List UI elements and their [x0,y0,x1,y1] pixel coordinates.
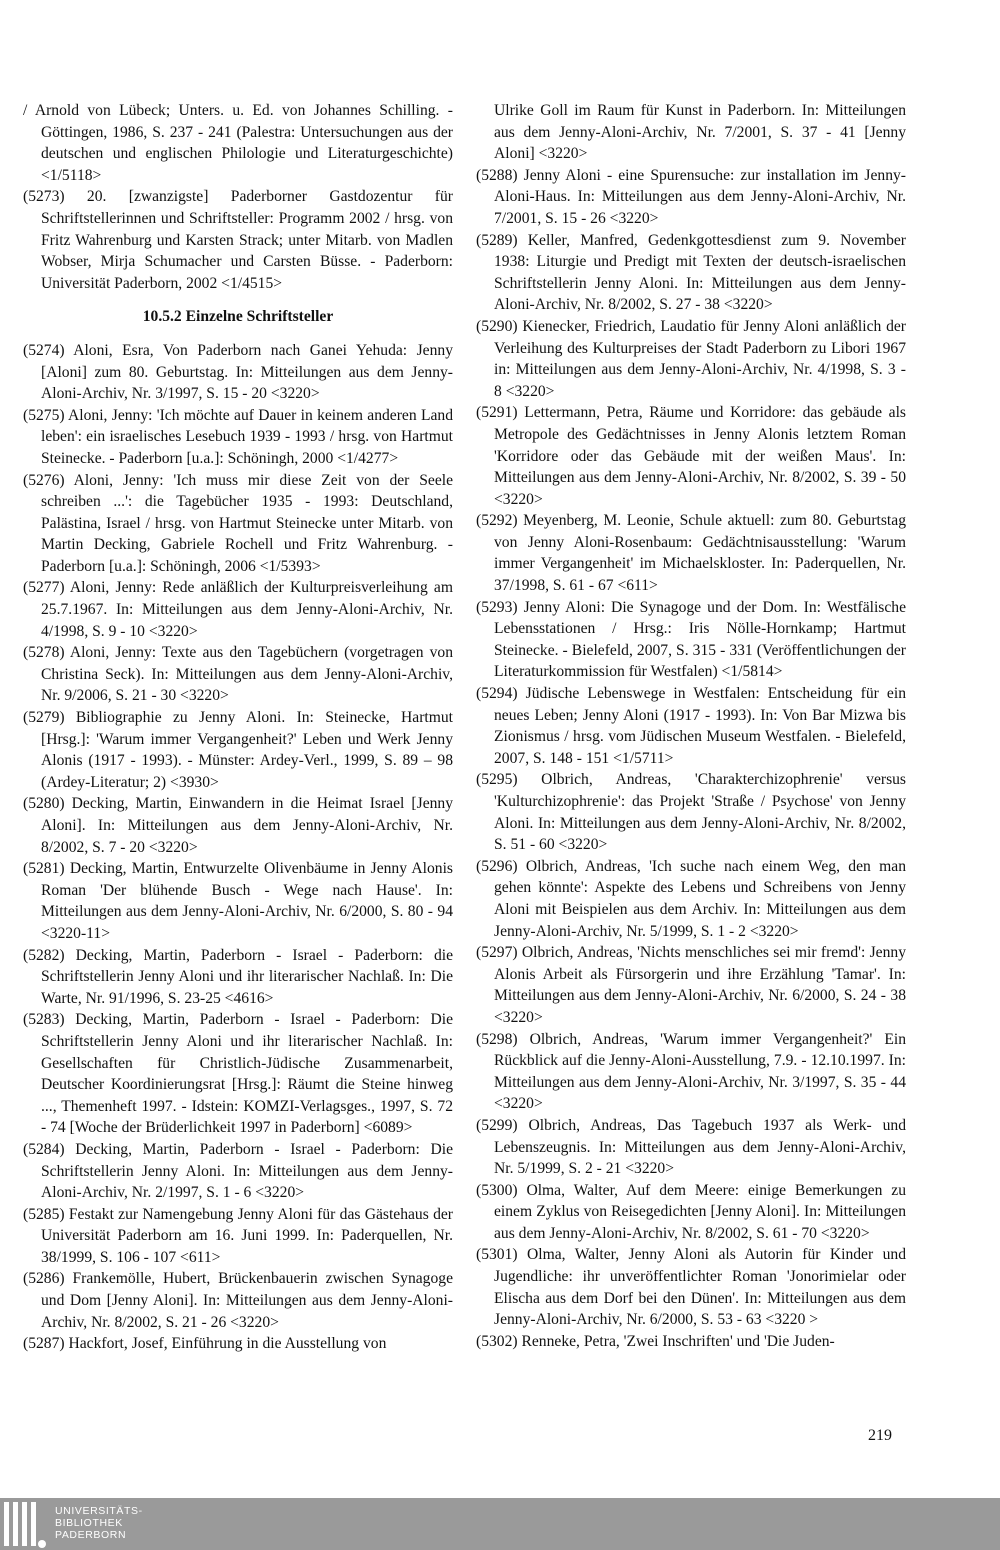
entry-text: Festakt zur Namengebung Jenny Aloni für das Gästehaus der Universität Paderborn am 16. Juni 1999. In: Paderquellen, Nr. 38/1999, S. 106 - 107 <611> [41,1205,453,1266]
bibliography-entry [23,405,453,470]
bibliography-entry [23,1333,453,1355]
entry-text: Aloni, Esra, Von Paderborn nach Ganei Yehuda: Jenny [Aloni] zum 80. Geburtstag. In: Mitteilungen aus dem Jenny-Aloni-Archiv, Nr. 3/1997, S. 15 - 20 <3220> [41,341,453,403]
bibliography-entry [23,945,453,1010]
library-logo-text [55,1505,143,1541]
bibliography-entry [23,858,453,944]
entry-text: Olma, Walter, Auf dem Meere: einige Bemerkungen zu einem Zyklus von Reisegedichten [Jenny Aloni]. In: Mitteilungen aus dem Jenny-Aloni-Archiv, Nr. 8/2002, S. 61 - 70 <3220> [494,1181,906,1242]
entry-text: Decking, Martin, Paderborn - Israel - Paderborn: die Schriftstellerin Jenny Aloni und ihr literarischer Nachlaß. In: Die Warte, Nr. 91/1996, S. 23-25 <4616> [41,946,453,1007]
bibliography-entry [476,769,906,855]
entry-number: (5280) [23,795,65,813]
bibliography-entry [476,1115,906,1180]
entry-text: Renneke, Petra, 'Zwei Inschriften' und 'Die Juden- [517,1332,835,1350]
entry-number: (5278) [23,644,65,662]
bibliography-entry: (5273) 20. [zwanzigste] Paderborner Gastdozentur für Schriftstellerinnen und Schriftsteller: Programm 2002 / hrsg. von Fritz Wahrenburg und Karsten Strack; unter Mitarb. von Madlen Wobser, Mirja Schumacher und Carsten Büsse. - Paderborn: Universität Paderborn, 2002 <1/4515> [23,188,453,292]
right-column [476,100,906,1352]
library-logo-dot [38,1540,46,1548]
entry-number: (5284) [23,1140,65,1158]
entry-text: Hackfort, Josef, Einführung in die Ausstellung von [64,1335,387,1353]
bibliography-entry [23,470,453,578]
entry-text: Kienecker, Friedrich, Laudatio für Jenny Aloni anläßlich der Verleihung des Kulturpreises der Stadt Paderborn zu Libori 1967 in: Mitteilungen aus dem Jenny-Aloni-Archiv, Nr. 4/1998, S. 3 - 8 <3220> [494,317,906,400]
bibliography-entry [23,340,453,405]
entry-number: (5281) [23,860,65,878]
entry-number: (5301) [476,1246,518,1264]
entry-text: Decking, Martin, Einwandern in die Heimat Israel [Jenny Aloni]. In: Mitteilungen aus dem Jenny-Aloni-Archiv, Nr. 8/2002, S. 7 - 20 <3220> [41,795,453,856]
entry-number: (5292) [476,512,518,530]
entry-number: (5291) [476,404,518,422]
entry-text: Bibliographie zu Jenny Aloni. In: Steinecke, Hartmut [Hrsg.]: 'Warum immer Vergangenheit?' Leben und Werk Jenny Alonis (1917 - 1993). - Münster: Ardey-Verl., 1999, S. 89 – 98 (Ardey-Literatur; 2) <3930> [41,709,453,791]
entry-number: (5287) [23,1335,65,1353]
bibliography-entry [476,1180,906,1245]
entry-text: Olbrich, Andreas, 'Warum immer Vergangenheit?' Ein Rückblick auf die Jenny-Aloni-Ausstellung, 7.9. - 12.10.1997. In: Mitteilungen aus dem Jenny-Aloni-Archiv, Nr. 3/1997, S. 35 - 44 <3220> [494,1030,906,1113]
entry-number: (5276) [23,471,65,489]
logo-line: UNIVERSITÄTS- [55,1505,143,1517]
logo-line: BIBLIOTHEK [55,1517,123,1529]
entry-number: (5285) [23,1205,65,1223]
bibliography-entry [23,1139,453,1204]
bibliography-entry [476,683,906,769]
entry-number: (5275) [23,406,65,424]
left-entry-list [23,340,453,1355]
entry-text: Jenny Aloni - eine Spurensuche: zur installation im Jenny-Aloni-Haus. In: Mitteilungen aus dem Jenny-Aloni-Archiv, Nr. 7/2001, S. 15 - 26 <3220> [494,166,906,227]
bibliography-entry [23,1204,453,1269]
entry-text: Aloni, Jenny: 'Ich muss mir diese Zeit von der Seele schreiben ...': die Tagebücher 1935 - 1993: Deutschland, Palästina, Israel / hrsg. von Hartmut Steinecke unter Mitarb. von Martin Decking, Gabriele Rochell und Fritz Wahrenburg. - Paderborn [u.a.]: Schöningh, 2006 <1/5393> [41,471,453,575]
entry-text: Aloni, Jenny: Texte aus den Tagebüchern (vorgetragen von Christina Seck). In: Mitteilungen aus dem Jenny-Aloni-Archiv, Nr. 9/2006, S. 21 - 30 <3220> [41,644,453,705]
bibliography-entry [476,856,906,942]
bibliography-entry [476,402,906,510]
bibliography-entry [23,577,453,642]
bibliography-entry [476,1331,906,1353]
left-column [23,100,453,1355]
bibliography-entry [476,165,906,230]
entry-number: (5293) [476,598,518,616]
entry-continuation: Ulrike Goll im Raum für Kunst in Paderborn. In: Mitteilungen aus dem Jenny-Aloni-Archiv, Nr. 7/2001, S. 37 - 41 [Jenny Aloni] <3220> [494,102,906,163]
entry-number: (5298) [476,1030,518,1048]
entry-number: (5299) [476,1116,518,1134]
entry-text: Decking, Martin, Paderborn - Israel - Paderborn: Die Schriftstellerin Jenny Aloni und ihr literarischer Nachlaß. In: Gesellschaften für Christlich-Jüdische Zusammenarbeit, Deutscher Koordinierungsrat [Hrsg.]: Räumt die Steine hinweg ..., Themenheft 1997. - Idstein: KOMZI-Verlagsges., 1997, S. 72 - 74 [Woche der Brüderlichkeit 1997 in Paderborn] <6089> [41,1011,453,1137]
entry-text: Aloni, Jenny: Rede anläßlich der Kulturpreisverleihung am 25.7.1967. In: Mitteilungen aus dem Jenny-Aloni-Archiv, Nr. 4/1998, S. 9 - 10 <3220> [41,579,453,640]
entry-text: Aloni, Jenny: 'Ich möchte auf Dauer in keinem anderen Land leben': ein israelisches Lesebuch 1939 - 1993 / hrsg. von Hartmut Steinecke. - Paderborn [u.a.]: Schöningh, 2000 <1/4277> [41,406,453,467]
entry-text: Olbrich, Andreas, 'Charakterchizophrenie' versus 'Kulturchizophrenie': das Projekt 'Straße / Psychose' von Jenny Aloni. In: Mitteilungen aus dem Jenny-Aloni-Archiv, Nr. 8/2002, S. 51 - 60 <3220> [494,771,906,854]
right-entry-list [476,165,906,1353]
entry-text: Frankemölle, Hubert, Brückenbauerin zwischen Synagoge und Dom [Jenny Aloni]. In: Mitteilungen aus dem Jenny-Aloni-Archiv, Nr. 8/2002, S. 21 - 26 <3220> [41,1270,453,1331]
entry-text: Decking, Martin, Paderborn - Israel - Paderborn: Die Schriftstellerin Jenny Aloni. In: Mitteilungen aus dem Jenny-Aloni-Archiv, Nr. 2/1997, S. 1 - 6 <3220> [41,1140,453,1202]
entry-text: Olbrich, Andreas, Das Tagebuch 1937 als Werk- und Lebenszeugnis. In: Mitteilungen aus dem Jenny-Aloni-Archiv, Nr. 5/1999, S. 2 - 21 <3220> [494,1116,906,1178]
bibliography-entry [23,707,453,793]
bibliography-entry [476,942,906,1028]
page-number: 219 [868,1427,892,1444]
entry-number: (5294) [476,685,518,703]
entry-text: Olma, Walter, Jenny Aloni als Autorin für Kinder und Jugendliche: ihr unveröffentlichter Roman 'Jonorimielar oder Elischa aus dem Dorf bei den Dünen'. In: Mitteilungen aus dem Jenny-Aloni-Archiv, Nr. 6/2000, S. 53 - 63 <3220 > [494,1246,906,1329]
entry-number: (5297) [476,944,518,962]
entry-number: (5283) [23,1011,65,1029]
entry-text: Jüdische Lebenswege in Westfalen: Entscheidung für ein neues Leben; Jenny Aloni (1917 - 1993). In: Von Bar Mizwa bis Zionismus / hrsg. vom Jüdischen Museum Westfalen. - Bielefeld, 2007, S. 148 - 151 <1/5711> [494,685,906,767]
entry-text: Keller, Manfred, Gedenkgottesdienst zum 9. November 1938: Liturgie und Predigt mit Texten der deutsch-israelischen Schriftstellerin Jenny Aloni. In: Mitteilungen aus dem Jenny-Aloni-Archiv, Nr. 8/2002, S. 27 - 38 <3220> [494,231,906,314]
entry-number: (5286) [23,1270,65,1288]
entry-number: (5296) [476,857,518,875]
entry-number: (5282) [23,946,65,964]
entry-text: Jenny Aloni: Die Synagoge und der Dom. In: Westfälische Lebensstationen / Hrsg.: Iris Nölle-Hornkamp; Hartmut Steinecke. - Bielefeld, 2007, S. 315 - 331 (Veröffentlichungen der Literaturkommission für Westfalen) <1/5814> [494,598,906,681]
library-footer [0,1498,1000,1550]
entry-number: (5300) [476,1181,518,1199]
entry-text: Decking, Martin, Entwurzelte Olivenbäume in Jenny Alonis Roman 'Der blühende Busch - Wege nach Hause'. In: Mitteilungen aus dem Jenny-Aloni-Archiv, Nr. 6/2000, S. 80 - 94 <3220-11> [41,860,453,942]
entry-number: (5302) [476,1332,518,1350]
bibliography-entry [23,793,453,858]
entry-text: Lettermann, Petra, Räume und Korridore: das gebäude als Metropole des Gedächtnisses in Jenny Alonis letztem Roman 'Korridore oder das Gebäude mit der weißen Maus'. In: Mitteilungen aus dem Jenny-Aloni-Archiv, Nr. 8/2002, S. 39 - 50 <3220> [494,404,906,508]
entry-number: (5289) [476,231,518,249]
entry-number: (5277) [23,579,65,597]
bibliography-entry [23,642,453,707]
bibliography-entry [476,597,906,683]
entry-number: (5274) [23,341,65,359]
logo-line: PADERBORN [55,1529,127,1541]
entry-number: (5288) [476,166,518,184]
library-logo-bars [4,1502,40,1546]
bibliography-entry [23,1009,453,1139]
entry-text: Meyenberg, M. Leonie, Schule aktuell: zum 80. Geburtstag von Jenny Aloni-Rosenbaum: Gedächtnisausstellung: 'Warum immer Vergangenheit' im Michaelskloster. In: Paderquellen, Nr. 37/1998, S. 61 - 67 <611> [494,512,906,595]
entry-number: (5290) [476,317,518,335]
bibliography-entry [23,1268,453,1333]
entry-number: (5279) [23,709,65,727]
bibliography-entry [476,1029,906,1115]
bibliography-entry [476,510,906,596]
bibliography-entry [476,316,906,402]
entry-text: Olbrich, Andreas, 'Nichts menschliches sei mir fremd': Jenny Alonis Arbeit als Fürsorgerin und ihre Erzählung 'Tamar'. In: Mitteilungen aus dem Jenny-Aloni-Archiv, Nr. 6/2000, S. 24 - 38 <3220> [494,944,906,1026]
section-heading: 10.5.2 Einzelne Schriftsteller [142,308,334,326]
intro-paragraph: / Arnold von Lübeck; Unters. u. Ed. von Johannes Schilling. - Göttingen, 1986, S. 237 - 241 (Palestra: Untersuchungen aus der deutschen und englischen Philologie und Literaturgeschichte) <1/5118> [23,102,453,184]
entry-text: Olbrich, Andreas, 'Ich suche nach einem Weg, den man gehen könnte': Aspekte des Lebens und Schreibens von Jenny Aloni mit Beispielen aus dem Archiv. In: Mitteilungen aus dem Jenny-Aloni-Archiv, Nr. 5/1999, S. 1 - 2 <3220> [494,857,906,940]
entry-number: (5295) [476,771,518,789]
bibliography-entry [476,230,906,316]
bibliography-entry [476,1244,906,1330]
